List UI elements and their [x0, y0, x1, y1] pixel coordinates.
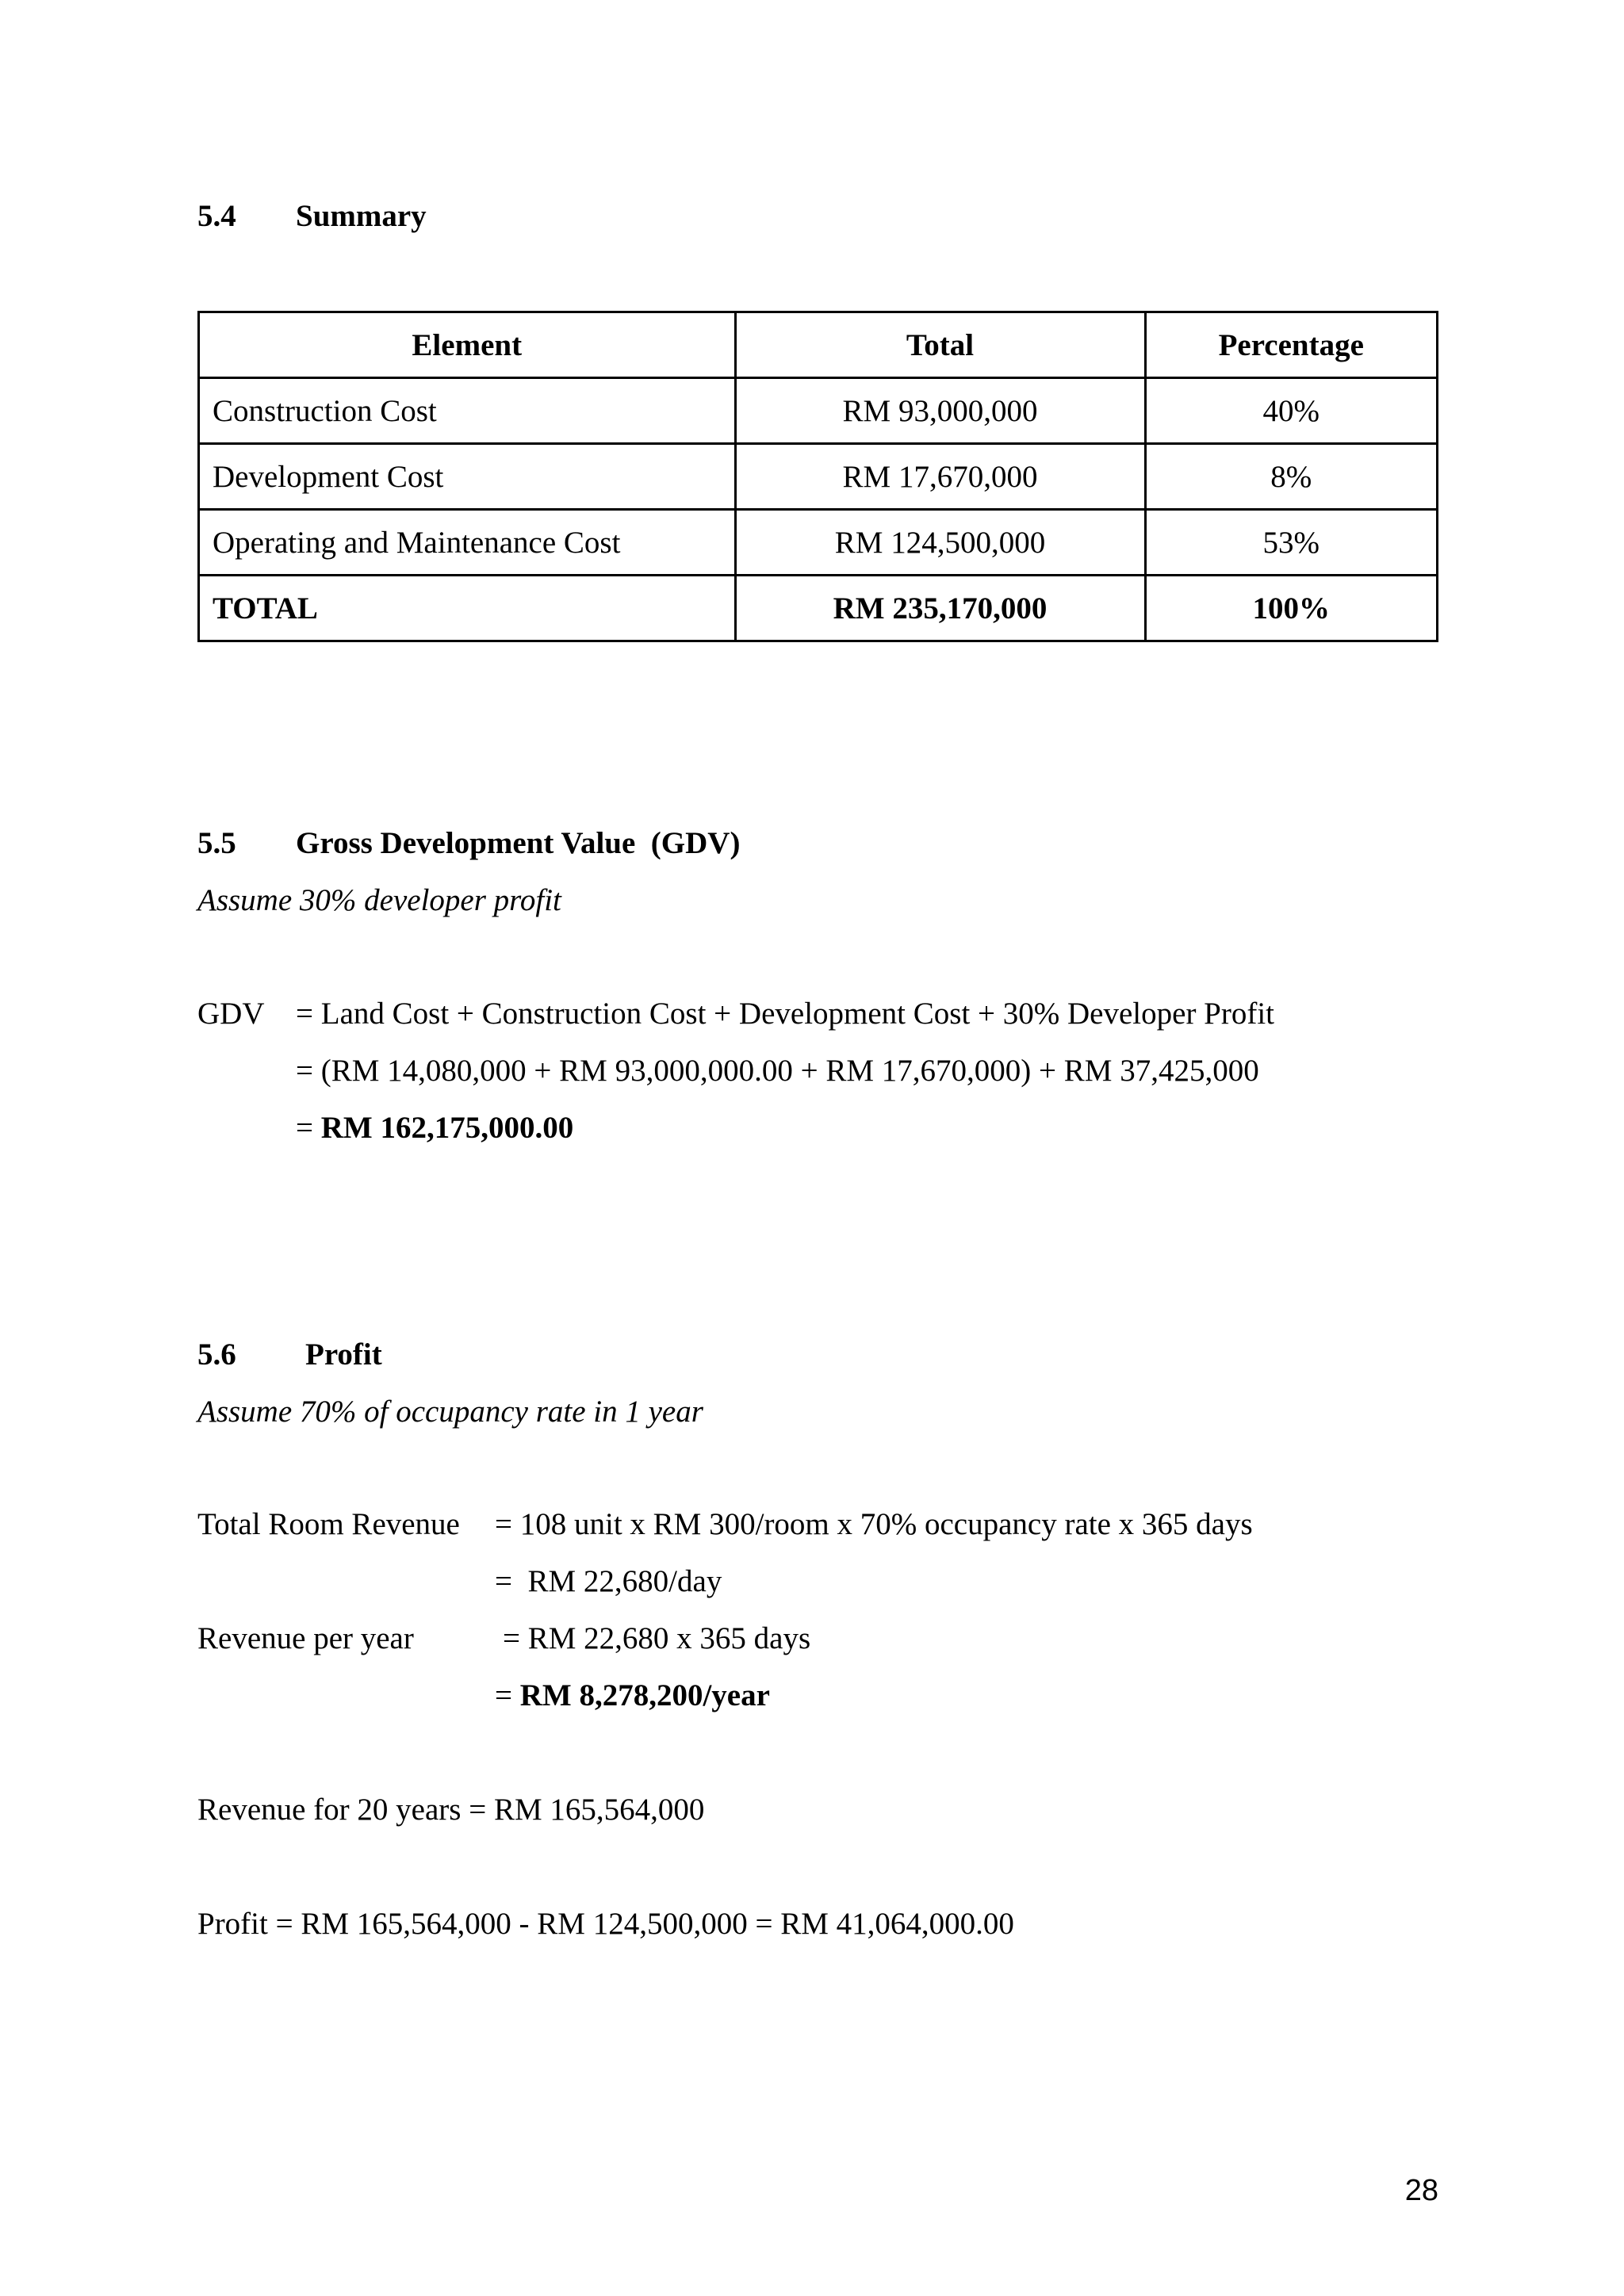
profit-line: Profit = RM 165,564,000 - RM 124,500,000 = RM 41,064,000.00 — [197, 1907, 1014, 1941]
table-cell-total: RM 235,170,000 — [735, 576, 1145, 641]
room-revenue-per-day: = RM 22,680/day — [495, 1564, 722, 1598]
section-5-6-heading — [197, 1337, 382, 1372]
revenue-year-result — [495, 1678, 770, 1713]
gdv-formula-line-2: = (RM 14,080,000 + RM 93,000,000.00 + RM 17,670,000) + RM 37,425,000 — [296, 1054, 1259, 1088]
section-title: Profit — [305, 1337, 382, 1372]
revenue-year-prefix: = — [495, 1678, 520, 1712]
gdv-formula-line-1: = Land Cost + Construction Cost + Development Cost + 30% Developer Profit — [296, 997, 1275, 1031]
column-header: Percentage — [1145, 312, 1438, 378]
table-row — [199, 444, 1438, 510]
table-cell-total: RM 93,000,000 — [735, 378, 1145, 444]
table-row — [199, 510, 1438, 576]
section-number: 5.5 — [197, 826, 236, 860]
gdv-result-prefix: = — [296, 1111, 321, 1145]
table-cell-element: Operating and Maintenance Cost — [199, 510, 736, 576]
room-revenue-formula: = 108 unit x RM 300/room x 70% occupancy rate x 365 days — [495, 1507, 1253, 1541]
table-cell-total: RM 17,670,000 — [735, 444, 1145, 510]
page-number: 28 — [1404, 2174, 1438, 2207]
column-header: Total — [735, 312, 1145, 378]
room-revenue-label: Total Room Revenue — [197, 1507, 460, 1541]
table-cell-element: TOTAL — [199, 576, 736, 641]
section-5-5-heading — [197, 825, 740, 861]
revenue-year-formula: = RM 22,680 x 365 days — [503, 1621, 811, 1655]
section-number: 5.6 — [197, 1337, 236, 1372]
gdv-label: GDV — [197, 997, 265, 1031]
column-header: Element — [199, 312, 736, 378]
table-cell-percentage: 100% — [1145, 576, 1438, 641]
table-cell-percentage: 53% — [1145, 510, 1438, 576]
summary-table — [197, 311, 1438, 642]
gdv-result — [296, 1110, 573, 1146]
table-total-row — [199, 576, 1438, 641]
section-title: Summary — [296, 199, 427, 233]
section-title: Gross Development Value (GDV) — [296, 826, 741, 860]
table-header-row — [199, 312, 1438, 378]
table-cell-element: Construction Cost — [199, 378, 736, 444]
revenue-20-years: Revenue for 20 years = RM 165,564,000 — [197, 1793, 705, 1827]
table-cell-total: RM 124,500,000 — [735, 510, 1145, 576]
gdv-result-value: RM 162,175,000.00 — [320, 1111, 574, 1145]
section-5-4-heading — [197, 198, 427, 234]
table-cell-percentage: 40% — [1145, 378, 1438, 444]
table-row — [199, 378, 1438, 444]
section-number: 5.4 — [197, 199, 236, 233]
revenue-year-value: RM 8,278,200/year — [519, 1678, 770, 1712]
gdv-assumption: Assume 30% developer profit — [197, 883, 561, 917]
table-cell-element: Development Cost — [199, 444, 736, 510]
profit-assumption: Assume 70% of occupancy rate in 1 year — [197, 1395, 703, 1429]
table-cell-percentage: 8% — [1145, 444, 1438, 510]
revenue-year-label: Revenue per year — [197, 1621, 414, 1655]
